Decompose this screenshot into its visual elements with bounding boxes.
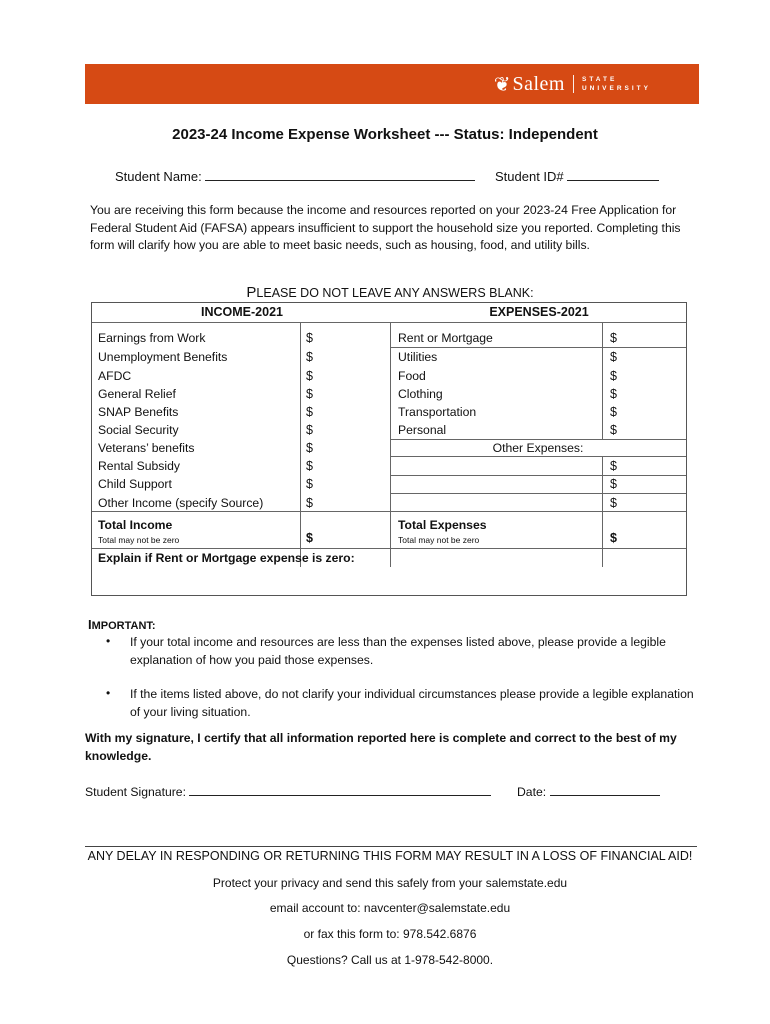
- bullet-icon: •: [106, 686, 111, 700]
- blank-note-cap: P: [246, 284, 257, 301]
- expense-rule: [390, 493, 686, 494]
- income-item-label: Unemployment Benefits: [98, 350, 228, 364]
- university-logo: [494, 70, 651, 98]
- total-income-note: Total may not be zero: [98, 535, 180, 545]
- footer-line: Protect your privacy and send this safely from your salemstate.edu: [212, 876, 568, 890]
- signature-row: [85, 782, 491, 799]
- intro-paragraph: You are receiving this form because the income and resources reported on your 2023-24 Free Application for Federal Student Aid (FAFSA) appears insufficient to support the household size you reported. Completing this form will clarify how you are able to meet basic needs, such as housing, food, and utility bills.: [90, 203, 681, 252]
- other-expense-amount-field[interactable]: $: [610, 477, 617, 491]
- header-banner: [85, 64, 699, 104]
- expense-amount-field[interactable]: $: [610, 405, 617, 419]
- expense-item-label: Personal: [398, 423, 447, 437]
- logo-subtitle: [582, 75, 651, 93]
- total-expenses-field[interactable]: $: [610, 531, 617, 545]
- financial-aid-warning: ANY DELAY IN RESPONDING OR RETURNING THIS FORM MAY RESULT IN A LOSS OF FINANCIAL AID!: [87, 849, 693, 863]
- total-income-label: Total Income: [98, 518, 173, 532]
- income-item-label: SNAP Benefits: [98, 405, 179, 419]
- footer-line: or fax this form to: 978.542.6876: [303, 927, 477, 941]
- date-field[interactable]: [550, 782, 660, 796]
- income-item-label: Veterans’ benefits: [98, 441, 195, 455]
- student-id-label: Student ID#: [495, 169, 564, 184]
- income-amount-field[interactable]: $: [306, 459, 313, 473]
- signature-field[interactable]: [189, 782, 491, 796]
- income-item-label: Rental Subsidy: [98, 459, 180, 473]
- other-expense-amount-field[interactable]: $: [610, 496, 617, 510]
- page-title: 2023-24 Income Expense Worksheet --- Status: Independent: [172, 126, 598, 143]
- income-amount-field[interactable]: $: [306, 496, 313, 510]
- important-cap: I: [88, 617, 92, 632]
- income-expense-table: [91, 302, 687, 596]
- expenses-header: EXPENSES-2021: [489, 305, 589, 319]
- income-amount-field[interactable]: $: [306, 441, 313, 455]
- total-expenses-note: Total may not be zero: [398, 535, 480, 545]
- signature-label: Student Signature:: [85, 785, 186, 799]
- logo-subtitle-state: STATE: [581, 76, 618, 83]
- expense-item-label: Clothing: [398, 387, 443, 401]
- important-bullet-text: If the items listed above, do not clarify your individual circumstances please provide a legible explanation of your living situation.: [130, 687, 694, 719]
- important-heading: [88, 617, 156, 632]
- income-item-label: Other Income (specify Source): [98, 496, 264, 510]
- important-bullet-text: If your total income and resources are less than the expenses listed above, please provide a legible explanation of how you paid those expenses.: [130, 635, 666, 667]
- expense-rule: [390, 475, 686, 476]
- explain-rule: [92, 548, 686, 549]
- explain-label: Explain if Rent or Mortgage expense is zero:: [98, 551, 355, 565]
- income-amount-field[interactable]: $: [306, 369, 313, 383]
- expense-amount-field[interactable]: $: [610, 350, 617, 364]
- blank-note-text: LEASE DO NOT LEAVE ANY ANSWERS BLANK:: [256, 286, 534, 300]
- other-expenses-label: Other Expenses:: [492, 441, 584, 455]
- total-expenses-label: Total Expenses: [398, 518, 487, 532]
- footer-line: Questions? Call us at 1-978-542-8000.: [286, 953, 494, 967]
- student-name-row: [115, 167, 475, 184]
- logo-mark-icon: ❦: [493, 72, 511, 96]
- totals-rule: [92, 511, 686, 512]
- income-item-label: Earnings from Work: [98, 331, 206, 345]
- bullet-icon: •: [106, 634, 111, 648]
- student-id-field[interactable]: [567, 167, 659, 181]
- expense-amount-field[interactable]: $: [610, 423, 617, 437]
- income-amount-field[interactable]: $: [306, 423, 313, 437]
- expense-item-label: Rent or Mortgage: [398, 331, 493, 345]
- certification-statement: With my signature, I certify that all information reported here is complete and correct to the best of my knowledge.: [85, 731, 677, 763]
- student-name-label: Student Name:: [115, 169, 202, 184]
- income-amount-field[interactable]: $: [306, 477, 313, 491]
- income-item-label: AFDC: [98, 369, 132, 383]
- income-amount-field[interactable]: $: [306, 387, 313, 401]
- date-row: [517, 782, 660, 799]
- expense-item-label: Transportation: [398, 405, 477, 419]
- footer-line: email account to: navcenter@salemstate.edu: [269, 901, 511, 915]
- logo-divider: [573, 75, 574, 93]
- other-expense-amount-field[interactable]: $: [610, 459, 617, 473]
- income-item-label: Child Support: [98, 477, 172, 491]
- important-label: MPORTANT:: [91, 620, 156, 632]
- expense-amount-field[interactable]: $: [610, 369, 617, 383]
- logo-subtitle-university: UNIVERSITY: [581, 85, 651, 92]
- total-income-field[interactable]: $: [306, 531, 313, 545]
- student-id-row: [495, 167, 659, 184]
- footer-divider: [85, 846, 697, 847]
- expense-amount-field[interactable]: $: [610, 331, 617, 345]
- expense-rule: [390, 347, 686, 348]
- student-name-field[interactable]: [205, 167, 475, 181]
- income-item-label: General Relief: [98, 387, 176, 401]
- logo-name: Salem: [512, 72, 565, 95]
- explain-field[interactable]: [93, 567, 685, 594]
- blank-answers-note: [0, 284, 770, 301]
- expense-item-label: Food: [398, 369, 426, 383]
- income-header: INCOME-2021: [201, 305, 283, 319]
- income-amount-field[interactable]: $: [306, 405, 313, 419]
- header-rule: [92, 322, 686, 323]
- income-amount-field[interactable]: $: [306, 331, 313, 345]
- expense-amount-field[interactable]: $: [610, 387, 617, 401]
- expense-item-label: Utilities: [398, 350, 438, 364]
- expense-rule: [390, 456, 686, 457]
- expense-amount-divider-top: [602, 322, 603, 439]
- date-label: Date:: [517, 785, 547, 799]
- income-item-label: Social Security: [98, 423, 179, 437]
- income-amount-divider: [300, 322, 301, 567]
- income-amount-field[interactable]: $: [306, 350, 313, 364]
- expense-rule: [390, 439, 686, 440]
